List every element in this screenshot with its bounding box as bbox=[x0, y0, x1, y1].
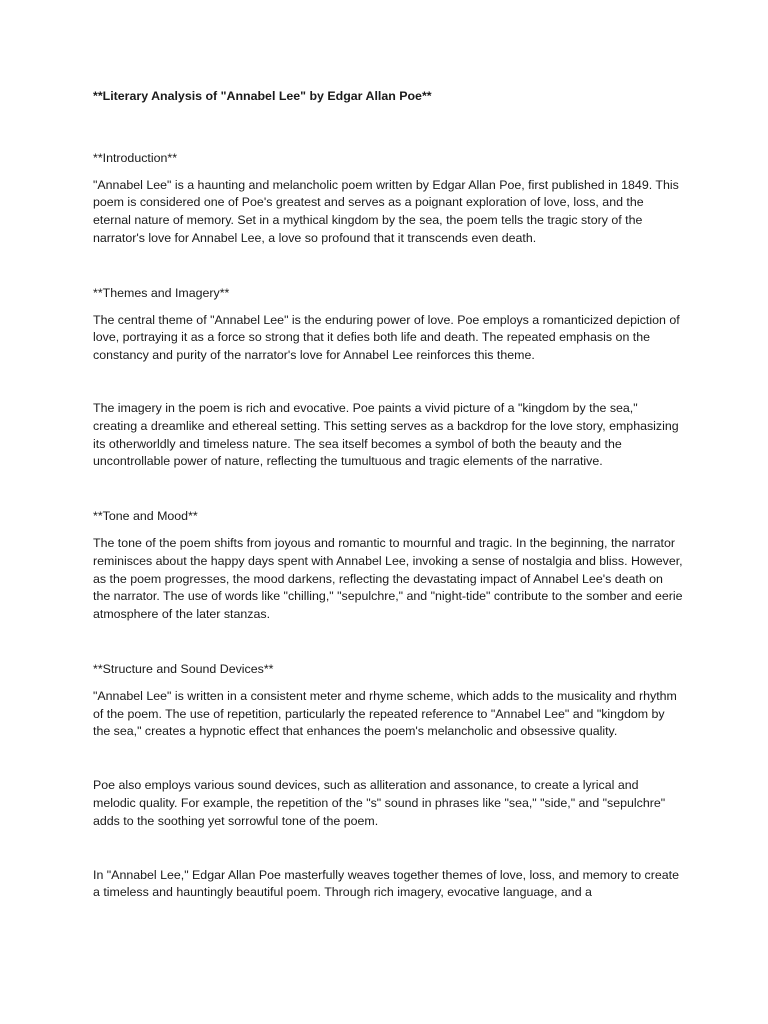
section-heading-tone: **Tone and Mood** bbox=[93, 509, 198, 524]
section-heading-themes: **Themes and Imagery** bbox=[93, 285, 230, 300]
document-title: **Literary Analysis of "Annabel Lee" by Edgar Allan Poe** bbox=[93, 89, 432, 103]
paragraph-introduction: "Annabel Lee" is a haunting and melancholic poem written by Edgar Allan Poe, first published in 1849. This poem is considered one of Poe's greatest and serves as a poignant exploration of love, loss, and the eternal nature of memory. Set in a mythical kingdom by the sea, the poem tells the tragic story of the narrator's love for Annabel Lee, a love so profound that it transcends even death. bbox=[93, 177, 679, 245]
paragraph-structure-2: Poe also employs various sound devices, such as alliteration and assonance, to create a lyrical and melodic quality. For example, the repetition of the "s" sound in phrases like "sea," "side," and "sepulchre" adds to the soothing yet sorrowful tone of the poem. bbox=[93, 778, 666, 828]
paragraph-tone: The tone of the poem shifts from joyous and romantic to mournful and tragic. In the beginning, the narrator reminisces about the happy days spent with Annabel Lee, invoking a sense of nostalgia and bliss. However, as the poem progresses, the mood darkens, reflecting the devastating impact of Annabel Lee's death on the narrator. The use of words like "chilling," "sepulchre," and "night-tide" contribute to the somber and eerie atmosphere of the later stanzas. bbox=[93, 535, 683, 622]
section-heading-structure: **Structure and Sound Devices** bbox=[93, 661, 274, 676]
paragraph-structure-1: "Annabel Lee" is written in a consistent meter and rhyme scheme, which adds to the musicality and rhythm of the poem. The use of repetition, particularly the repeated reference to "Annabel Lee" and "kingdom by the sea," creates a hypnotic effect that enhances the poem's melancholic and obsessive quality. bbox=[93, 688, 677, 739]
paragraph-themes-2: The imagery in the poem is rich and evocative. Poe paints a vivid picture of a "kingdom by the sea," creating a dreamlike and ethereal setting. This setting serves as a backdrop for the love story, emphasizing its otherworldly and timeless nature. The sea itself becomes a symbol of both the beauty and the uncontrollable power of nature, reflecting the tumultuous and tragic elements of the narrative. bbox=[93, 400, 679, 469]
paragraph-conclusion: In "Annabel Lee," Edgar Allan Poe masterfully weaves together themes of love, loss, and memory to create a timeless and hauntingly beautiful poem. Through rich imagery, evocative language, and a bbox=[93, 867, 679, 900]
document-body bbox=[93, 88, 683, 902]
section-heading-introduction: **Introduction** bbox=[93, 150, 178, 165]
paragraph-themes-1: The central theme of "Annabel Lee" is the enduring power of love. Poe employs a romanticized depiction of love, portraying it as a force so strong that it defies both life and death. The repeated emphasis on the constancy and purity of the narrator's love for Annabel Lee reinforces this theme. bbox=[93, 312, 680, 363]
